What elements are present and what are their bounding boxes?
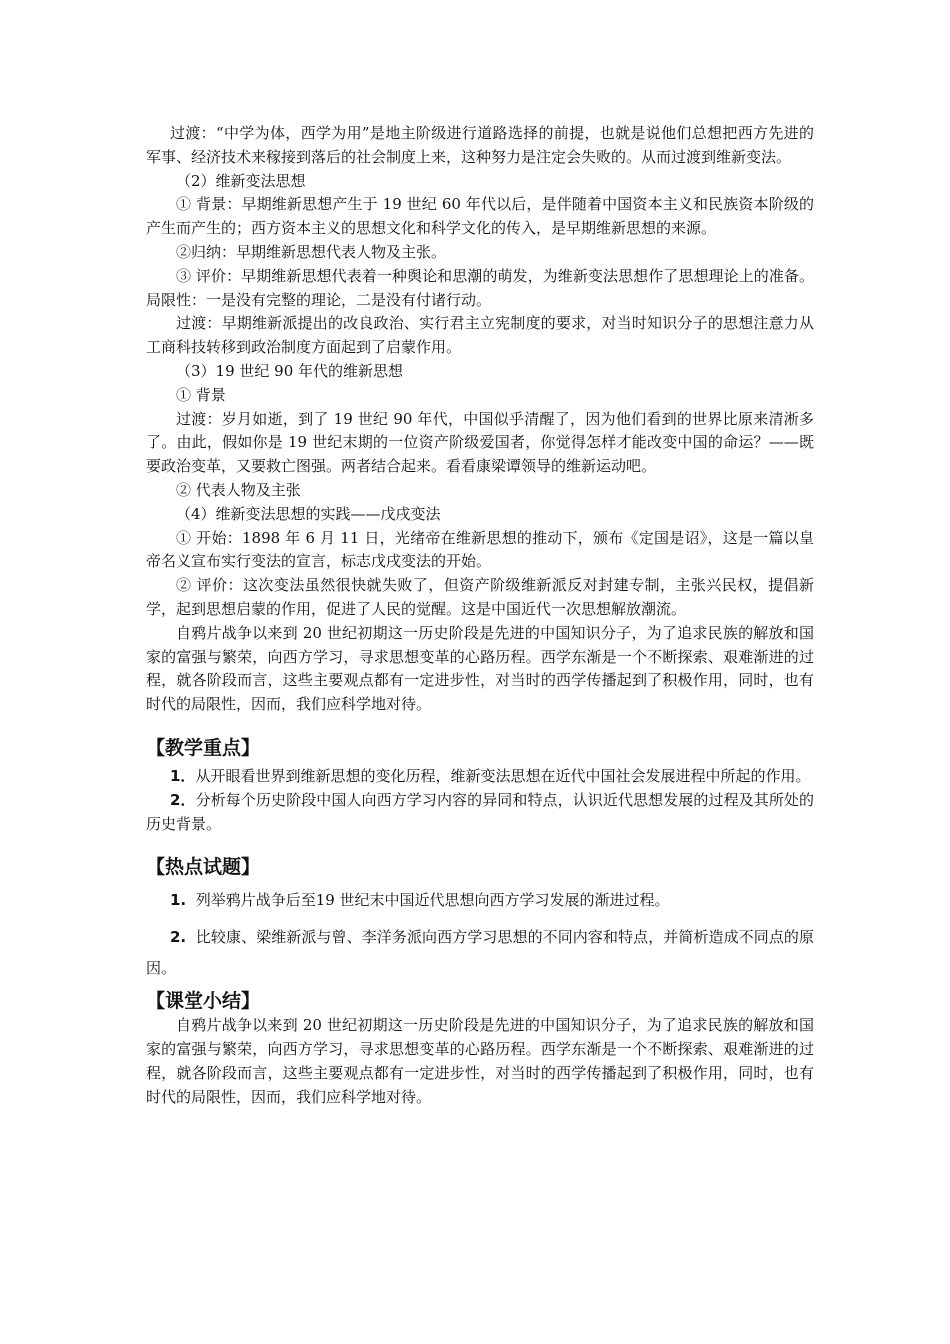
hot-question-1-text: 列举鸦片战争后至19 世纪末中国近代思想向西方学习发展的渐进过程。 [195,891,670,910]
paragraph-reform-start: ① 开始：1898 年 6 月 11 日，光绪帝在维新思想的推动下，颁布《定国是诏》，这是一篇以皇帝名义宣布实行变法的宣言，标志戊戌变法的开始。 [146,528,814,571]
hot-question-2-number: 2. [170,928,187,947]
paragraph-summary-point: ②归纳：早期维新思想代表人物及主张。 [176,242,447,261]
hot-question-item-1 [146,889,814,913]
key-point-item-2 [146,789,814,837]
paragraph-representatives: ② 代表人物及主张 [176,480,301,499]
paragraph-reform-evaluation: ② 评价：这次变法虽然很快就失败了，但资产阶级维新派反对封建专制，主张兴民权，提倡新学，起到思想启蒙的作用，促进了人民的觉醒。这是中国近代一次思想解放潮流。 [146,576,814,618]
hot-question-item-2 [146,922,814,984]
subheading-wuxu-reform: （4）维新变法思想的实践——戊戌变法 [176,504,441,523]
key-point-item-1 [146,765,814,789]
paragraph-evaluation: ③ 评价：早期维新思想代表着一种舆论和思潮的萌发，为维新变法思想作了思想理论上的准备。局限性：一是没有完整的理论，二是没有付诸行动。 [146,266,814,309]
paragraph-transition-2: 过渡：早期维新派提出的改良政治、实行君主立宪制度的要求，对当时知识分子的思想注意力从工商科技转移到政治制度方面起到了启蒙作用。 [146,314,814,357]
subheading-reform-thought: （2）维新变法思想 [176,171,306,190]
subheading-1890s-thought: （3）19 世纪 90 年代的维新思想 [176,361,404,380]
hot-question-2-text: 比较康、梁维新派与曾、李洋务派向西方学习思想的不同内容和特点，并简析造成不同点的原因。 [146,928,814,978]
key-point-1-text: 从开眼看世界到维新思想的变化历程，维新变法思想在近代中国社会发展进程中所起的作用。 [195,766,811,785]
heading-class-summary: 【课堂小结】 [146,990,261,1013]
key-point-2-number: 2． [170,790,196,809]
paragraph-background: ① 背景：早期维新思想产生于 19 世纪 60 年代以后，是伴随着中国资本主义和民族资本阶级的产生而产生的；西方资本主义的思想文化和科学文化的传入，是早期维新思想的来源。 [146,195,814,238]
key-point-2-text: 分析每个历史阶段中国人向西方学习内容的异同和特点，认识近代思想发展的过程及其所处的历史背景。 [146,790,814,833]
paragraph-transition-3: 过渡：岁月如逝，到了 19 世纪 90 年代，中国似乎清醒了，因为他们看到的世界比原来清淅多了。由此，假如你是 19 世纪末期的一位资产阶级爱国者，你觉得怎样才能改变中国的命运？——既要政治变革，又要救亡图强。两者结合起来。看看康梁谭领导的维新运动吧。 [146,409,814,476]
key-point-1-number: 1． [170,766,196,785]
heading-hot-questions: 【热点试题】 [146,856,261,879]
paragraph-conclusion: 自鸦片战争以来到 20 世纪初期这一历史阶段是先进的中国知识分子，为了追求民族的解放和国家的富强与繁荣，向西方学习，寻求思想变革的心路历程。西学东渐是一个不断探索、艰难渐进的过程，就各阶段而言，这些主要观点都有一定进步性，对当时的西学传播起到了积极作用，同时，也有时代的局限性，因而，我们应科学地对待。 [146,623,814,714]
summary-paragraph: 自鸦片战争以来到 20 世纪初期这一历史阶段是先进的中国知识分子，为了追求民族的解放和国家的富强与繁荣，向西方学习，寻求思想变革的心路历程。西学东渐是一个不断探索、艰难渐进的过程，就各阶段而言，这些主要观点都有一定进步性，对当时的西学传播起到了积极作用，同时，也有时代的局限性，因而，我们应科学地对待。 [146,1016,814,1106]
paragraph-background-label: ① 背景 [176,385,226,404]
heading-key-points: 【教学重点】 [146,736,261,759]
hot-question-1-number: 1. [170,891,187,910]
document-page [146,122,814,1109]
paragraph-transition-1: 过渡：“中学为体，西学为用”是地主阶级进行道路选择的前提，也就是说他们总想把西方先进的军事、经济技术来稼接到落后的社会制度上来，这种努力是注定会失败的。从而过渡到维新变法。 [146,124,814,166]
